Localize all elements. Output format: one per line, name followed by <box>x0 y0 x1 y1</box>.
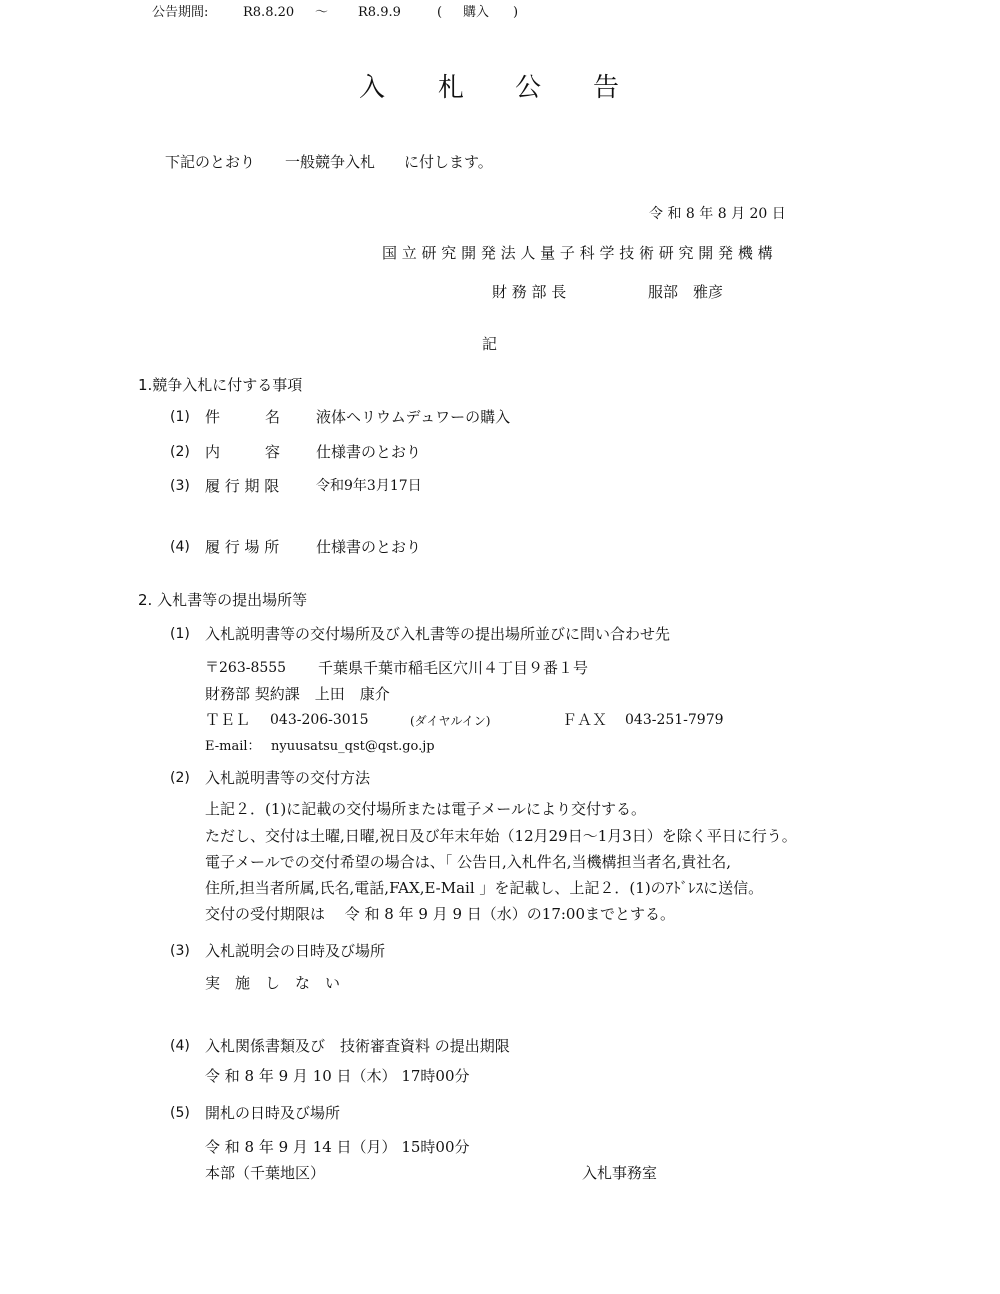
title-char-2: 札 <box>438 73 465 103</box>
distribution-line-3: 電子メールでの交付希望の場合は、「 公告日,入札件名,当機構担当者名,貴社名, <box>205 853 732 871</box>
s2-item5-num: (5) <box>170 1105 190 1121</box>
tel-label: ＴＥＬ <box>205 711 251 729</box>
title-char-3: 公 <box>515 73 542 103</box>
postal-code: 〒263-8555 <box>205 660 287 676</box>
distribution-line-4: 住所,担当者所属,氏名,電話,FAX,E-Mail 」を記載し、上記２．(1)のｱﾄﾞﾚｽに送信。 <box>205 879 764 897</box>
briefing-value: 実 施 し な い <box>205 974 341 992</box>
s1-item4-num: (4) <box>170 539 190 555</box>
ki-mark: 記 <box>482 335 498 353</box>
s2-item2-num: (2) <box>170 770 190 786</box>
intro-suffix: に付します。 <box>404 153 493 171</box>
tel-note: (ダイヤルイン) <box>410 714 491 728</box>
section1-heading: 1.競争入札に付する事項 <box>138 376 303 394</box>
organization-name: 国 立 研 究 開 発 法 人 量 子 科 学 技 術 研 究 開 発 機 構 <box>382 244 773 262</box>
notice-period-end: R8.9.9 <box>358 5 401 20</box>
s1-item3-num: (3) <box>170 478 190 494</box>
contact-department: 財務部 契約課 上田 康介 <box>205 685 390 703</box>
s2-item5-title: 開札の日時及び場所 <box>205 1104 341 1122</box>
s1-item1-label: 件 名 <box>205 408 281 426</box>
s1-item1-value: 液体ヘリウムデュワーの購入 <box>316 408 511 426</box>
s1-item2-value: 仕様書のとおり <box>316 443 422 461</box>
distribution-line-1: 上記２．(1)に記載の交付場所または電子メールにより交付する。 <box>205 800 646 818</box>
notice-period-label: 公告期間: <box>152 5 209 20</box>
signer-name: 服部 雅彦 <box>648 283 724 301</box>
opening-room: 入札事務室 <box>582 1164 658 1182</box>
section2-heading: 2. 入札書等の提出場所等 <box>138 591 308 609</box>
opening-place: 本部（千葉地区） <box>205 1164 326 1182</box>
s1-item3-value: 令和9年3月17日 <box>316 478 422 494</box>
s1-item4-label: 履 行 場 所 <box>205 538 280 556</box>
tel-number: 043-206-3015 <box>270 712 369 728</box>
s1-item4-value: 仕様書のとおり <box>316 538 422 556</box>
s2-item2-title: 入札説明書等の交付方法 <box>205 769 371 787</box>
intro-prefix: 下記のとおり <box>165 153 256 171</box>
distribution-line-2: ただし、交付は土曜,日曜,祝日及び年末年始（12月29日～1月3日）を除く平日に行う。 <box>205 827 797 845</box>
s1-item3-label: 履 行 期 限 <box>205 477 280 495</box>
title-char-1: 入 <box>359 73 386 103</box>
notice-period-start: R8.8.20 <box>243 5 295 20</box>
type-paren-close: ) <box>513 5 519 20</box>
s2-item1-num: (1) <box>170 626 190 642</box>
s1-item2-label: 内 容 <box>205 443 281 461</box>
s1-item1-num: (1) <box>170 409 190 425</box>
distribution-line-5: 交付の受付期限は 令 和 8 年 9 月 9 日（水）の17:00までとする。 <box>205 905 676 923</box>
type-paren-open: ( <box>437 5 443 20</box>
notice-period-tilde: ～ <box>315 5 329 20</box>
email-address[interactable]: nyuusatsu_qst@qst.go.jp <box>271 739 435 754</box>
email-label: E-mail： <box>205 739 261 754</box>
notice-date: 令 和 8 年 8 月 20 日 <box>649 206 786 222</box>
submission-deadline: 令 和 8 年 9 月 10 日（木） 17時00分 <box>205 1067 470 1085</box>
s2-item3-title: 入札説明会の日時及び場所 <box>205 942 386 960</box>
s2-item4-num: (4) <box>170 1038 190 1054</box>
opening-datetime: 令 和 8 年 9 月 14 日（月） 15時00分 <box>205 1138 470 1156</box>
procurement-type: 購入 <box>463 5 490 20</box>
fax-number: 043-251-7979 <box>625 712 724 728</box>
contact-address: 千葉県千葉市稲毛区穴川４丁目９番１号 <box>318 659 589 677</box>
title-char-4: 告 <box>593 73 620 103</box>
s2-item4-title: 入札関係書類及び 技術審査資料 の提出期限 <box>205 1037 510 1055</box>
s2-item1-title: 入札説明書等の交付場所及び入札書等の提出場所並びに問い合わせ先 <box>205 625 671 643</box>
intro-method: 一般競争入札 <box>285 153 376 171</box>
fax-label: ＦＡＸ <box>562 711 608 729</box>
s1-item2-num: (2) <box>170 444 190 460</box>
signer-position: 財 務 部 長 <box>492 283 567 301</box>
s2-item3-num: (3) <box>170 943 190 959</box>
